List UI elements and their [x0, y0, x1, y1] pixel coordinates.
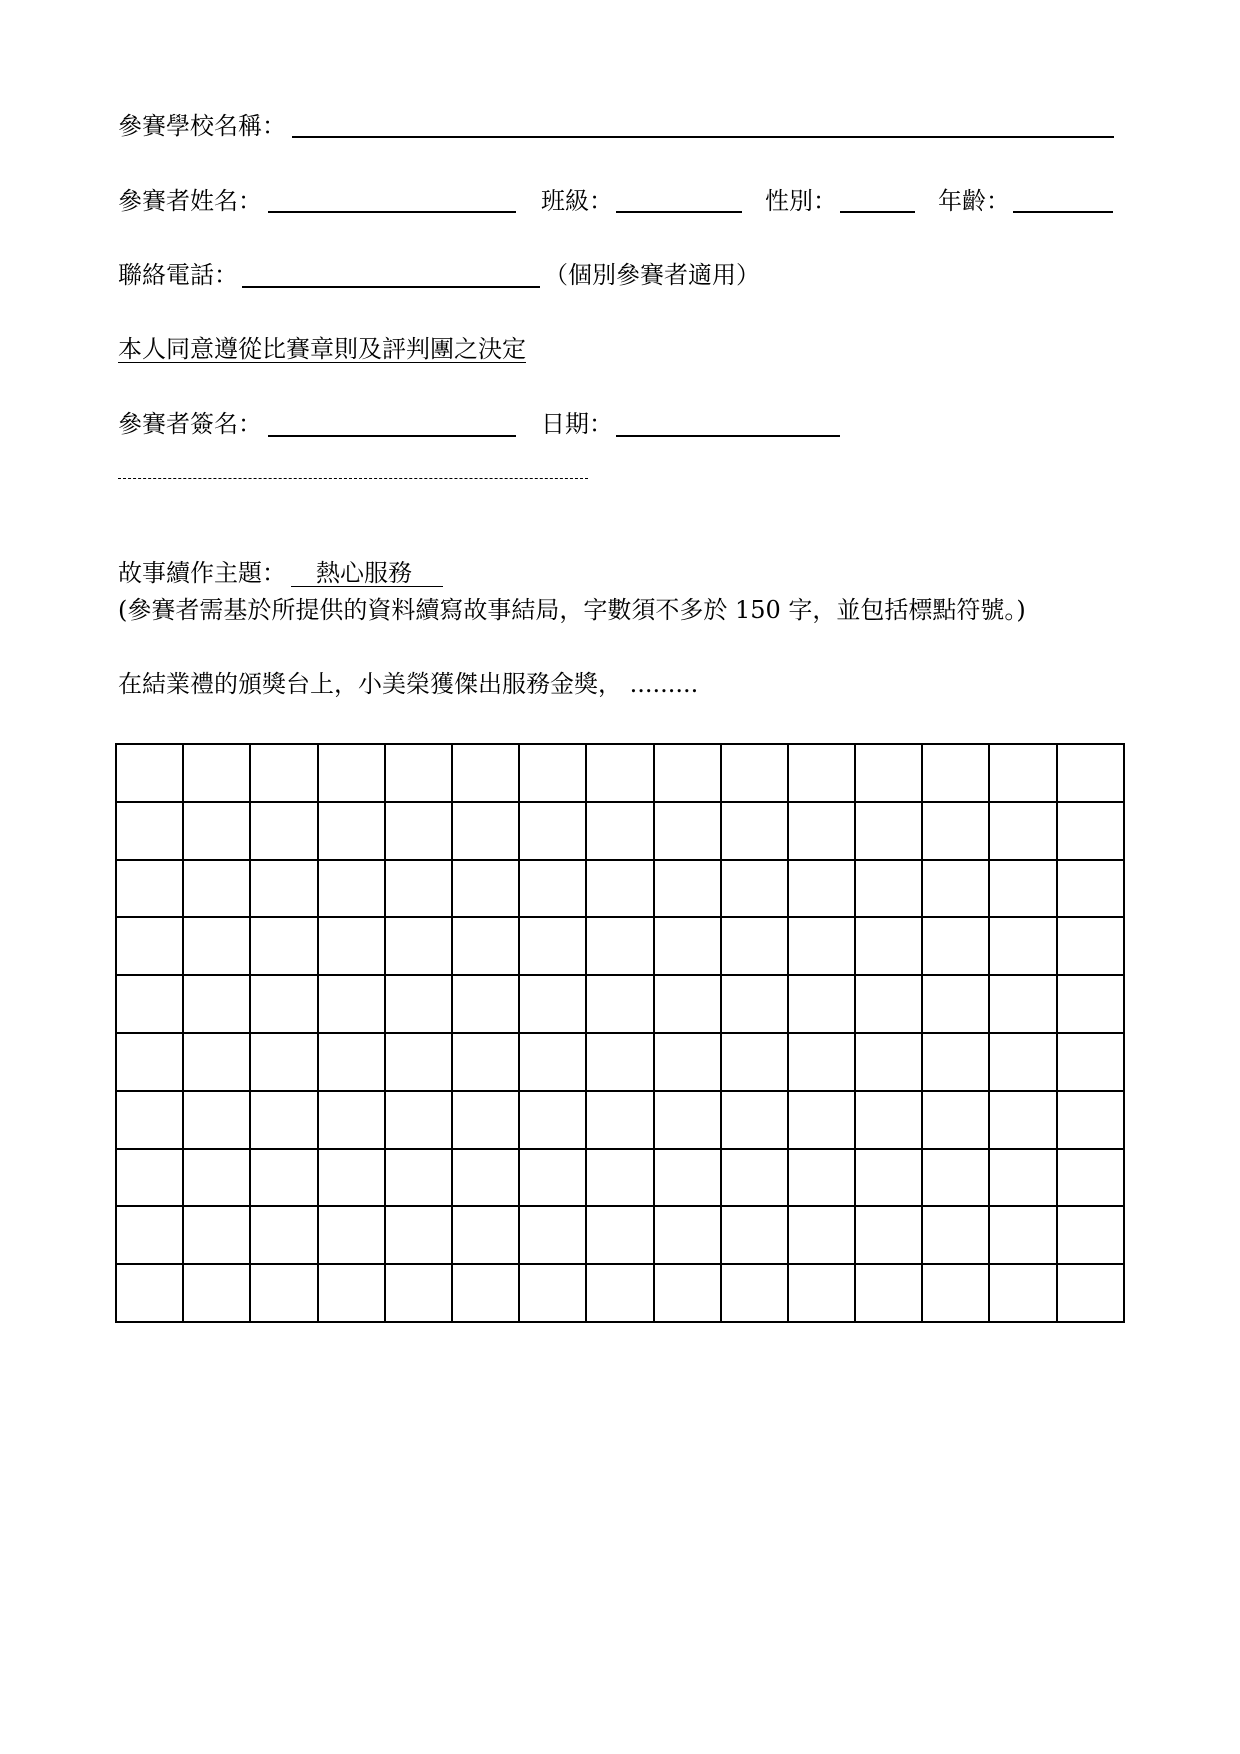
grid-cell[interactable]: [922, 860, 989, 918]
grid-cell[interactable]: [721, 917, 788, 975]
school-name-label: 參賽學校名稱：: [118, 112, 286, 140]
grid-cell[interactable]: [1057, 1149, 1124, 1207]
grid-cell[interactable]: [183, 1206, 250, 1264]
grid-cell[interactable]: [989, 917, 1056, 975]
grid-cell[interactable]: [721, 1091, 788, 1149]
grid-cell[interactable]: [654, 1149, 721, 1207]
grid-cell[interactable]: [788, 975, 855, 1033]
grid-cell[interactable]: [318, 802, 385, 860]
grid-cell[interactable]: [116, 802, 183, 860]
grid-row: [116, 802, 1124, 860]
grid-cell[interactable]: [788, 1033, 855, 1091]
grid-cell[interactable]: [654, 1091, 721, 1149]
grid-cell[interactable]: [586, 860, 653, 918]
grid-row: [116, 1206, 1124, 1264]
story-instruction: (參賽者需基於所提供的資料續寫故事結局，字數須不多於 150 字，並包括標點符號。): [118, 596, 1026, 624]
agreement-statement: 本人同意遵從比賽章則及評判團之決定: [118, 335, 526, 363]
grid-cell[interactable]: [250, 1091, 317, 1149]
grid-cell[interactable]: [855, 744, 922, 802]
grid-cell[interactable]: [586, 917, 653, 975]
grid-cell[interactable]: [385, 744, 452, 802]
age-label: 年齡：: [938, 187, 1010, 215]
date-field[interactable]: [616, 435, 840, 437]
participant-name-label: 參賽者姓名：: [118, 187, 262, 215]
grid-cell[interactable]: [989, 1033, 1056, 1091]
grid-cell[interactable]: [788, 1091, 855, 1149]
grid-cell[interactable]: [654, 1264, 721, 1322]
grid-cell[interactable]: [654, 860, 721, 918]
grid-cell[interactable]: [989, 744, 1056, 802]
grid-cell[interactable]: [116, 1091, 183, 1149]
grid-cell[interactable]: [586, 802, 653, 860]
grid-cell[interactable]: [318, 744, 385, 802]
grid-cell[interactable]: [721, 860, 788, 918]
grid-cell[interactable]: [183, 917, 250, 975]
story-theme-label: 故事續作主題：: [118, 559, 286, 587]
phone-label: 聯絡電話：: [118, 261, 238, 289]
grid-cell[interactable]: [385, 975, 452, 1033]
grid-cell[interactable]: [385, 1149, 452, 1207]
grid-cell[interactable]: [183, 1264, 250, 1322]
grid-cell[interactable]: [519, 1149, 586, 1207]
phone-note: （個別參賽者適用）: [544, 261, 760, 289]
grid-cell[interactable]: [855, 917, 922, 975]
grid-cell[interactable]: [116, 917, 183, 975]
grid-row: [116, 860, 1124, 918]
class-field[interactable]: [616, 211, 742, 213]
grid-cell[interactable]: [519, 1206, 586, 1264]
grid-cell[interactable]: [452, 1033, 519, 1091]
grid-cell[interactable]: [1057, 744, 1124, 802]
grid-row: [116, 1149, 1124, 1207]
grid-cell[interactable]: [116, 975, 183, 1033]
grid-cell[interactable]: [452, 1264, 519, 1322]
grid-cell[interactable]: [721, 975, 788, 1033]
grid-cell[interactable]: [519, 744, 586, 802]
grid-cell[interactable]: [855, 1206, 922, 1264]
grid-row: [116, 1264, 1124, 1322]
grid-cell[interactable]: [116, 860, 183, 918]
grid-cell[interactable]: [788, 1149, 855, 1207]
signature-field[interactable]: [268, 435, 516, 437]
gender-field[interactable]: [840, 211, 915, 213]
grid-cell[interactable]: [1057, 1033, 1124, 1091]
grid-cell[interactable]: [788, 1264, 855, 1322]
grid-cell[interactable]: [855, 1033, 922, 1091]
grid-cell[interactable]: [922, 1206, 989, 1264]
grid-cell[interactable]: [250, 975, 317, 1033]
grid-cell[interactable]: [1057, 975, 1124, 1033]
class-label: 班級：: [541, 187, 613, 215]
grid-cell[interactable]: [788, 860, 855, 918]
grid-cell[interactable]: [385, 802, 452, 860]
grid-cell[interactable]: [250, 744, 317, 802]
grid-cell[interactable]: [385, 860, 452, 918]
grid-cell[interactable]: [519, 860, 586, 918]
writing-grid-table: [115, 743, 1125, 1323]
grid-cell[interactable]: [586, 744, 653, 802]
grid-cell[interactable]: [116, 1033, 183, 1091]
writing-grid: [115, 743, 1125, 1323]
grid-cell[interactable]: [654, 802, 721, 860]
grid-cell[interactable]: [721, 802, 788, 860]
grid-cell[interactable]: [116, 1206, 183, 1264]
grid-cell[interactable]: [855, 975, 922, 1033]
grid-cell[interactable]: [183, 744, 250, 802]
grid-cell[interactable]: [922, 1264, 989, 1322]
grid-row: [116, 744, 1124, 802]
grid-cell[interactable]: [519, 1033, 586, 1091]
grid-cell[interactable]: [519, 1264, 586, 1322]
grid-cell[interactable]: [788, 1206, 855, 1264]
grid-cell[interactable]: [183, 1033, 250, 1091]
signature-label: 參賽者簽名：: [118, 410, 262, 438]
grid-row: [116, 917, 1124, 975]
grid-cell[interactable]: [654, 917, 721, 975]
grid-row: [116, 1091, 1124, 1149]
grid-cell[interactable]: [116, 1149, 183, 1207]
grid-cell[interactable]: [721, 1206, 788, 1264]
grid-cell[interactable]: [183, 975, 250, 1033]
grid-cell[interactable]: [654, 1033, 721, 1091]
grid-cell[interactable]: [250, 1264, 317, 1322]
grid-cell[interactable]: [989, 802, 1056, 860]
grid-cell[interactable]: [788, 802, 855, 860]
grid-cell[interactable]: [922, 744, 989, 802]
grid-cell[interactable]: [586, 1149, 653, 1207]
grid-row: [116, 975, 1124, 1033]
school-name-field[interactable]: [292, 136, 1114, 138]
grid-cell[interactable]: [452, 1091, 519, 1149]
grid-cell[interactable]: [1057, 860, 1124, 918]
grid-cell[interactable]: [654, 1206, 721, 1264]
grid-cell[interactable]: [922, 917, 989, 975]
grid-cell[interactable]: [250, 917, 317, 975]
story-opening: 在結業禮的頒獎台上，小美榮獲傑出服務金獎， .........: [118, 670, 699, 698]
grid-cell[interactable]: [654, 744, 721, 802]
grid-cell[interactable]: [318, 1206, 385, 1264]
grid-cell[interactable]: [721, 1149, 788, 1207]
grid-cell[interactable]: [183, 860, 250, 918]
grid-cell[interactable]: [922, 1033, 989, 1091]
gender-label: 性別：: [765, 187, 837, 215]
grid-cell[interactable]: [385, 1091, 452, 1149]
grid-cell[interactable]: [318, 1264, 385, 1322]
grid-cell[interactable]: [385, 1033, 452, 1091]
grid-cell[interactable]: [654, 975, 721, 1033]
grid-cell[interactable]: [989, 1091, 1056, 1149]
grid-cell[interactable]: [855, 1091, 922, 1149]
grid-cell[interactable]: [250, 860, 317, 918]
grid-cell[interactable]: [721, 744, 788, 802]
grid-cell[interactable]: [116, 1264, 183, 1322]
grid-cell[interactable]: [855, 1264, 922, 1322]
grid-cell[interactable]: [519, 802, 586, 860]
grid-cell[interactable]: [318, 1149, 385, 1207]
date-label: 日期：: [541, 410, 613, 438]
grid-cell[interactable]: [183, 1149, 250, 1207]
grid-cell[interactable]: [452, 1206, 519, 1264]
grid-row: [116, 1033, 1124, 1091]
age-field[interactable]: [1013, 211, 1113, 213]
grid-cell[interactable]: [989, 975, 1056, 1033]
grid-cell[interactable]: [250, 1149, 317, 1207]
grid-cell[interactable]: [318, 1033, 385, 1091]
grid-cell[interactable]: [385, 1264, 452, 1322]
grid-cell[interactable]: [250, 1033, 317, 1091]
grid-cell[interactable]: [922, 975, 989, 1033]
grid-cell[interactable]: [922, 1091, 989, 1149]
grid-cell[interactable]: [318, 860, 385, 918]
grid-cell[interactable]: [855, 860, 922, 918]
grid-cell[interactable]: [721, 1033, 788, 1091]
grid-cell[interactable]: [989, 1206, 1056, 1264]
grid-cell[interactable]: [318, 1091, 385, 1149]
grid-cell[interactable]: [452, 917, 519, 975]
grid-cell[interactable]: [1057, 1264, 1124, 1322]
grid-cell[interactable]: [989, 860, 1056, 918]
grid-cell[interactable]: [586, 1206, 653, 1264]
grid-cell[interactable]: [519, 975, 586, 1033]
grid-cell[interactable]: [855, 802, 922, 860]
grid-cell[interactable]: [452, 744, 519, 802]
grid-cell[interactable]: [452, 1149, 519, 1207]
grid-cell[interactable]: [519, 1091, 586, 1149]
cut-line-divider: [118, 478, 588, 479]
grid-cell[interactable]: [586, 1091, 653, 1149]
grid-cell[interactable]: [788, 917, 855, 975]
grid-cell[interactable]: [922, 1149, 989, 1207]
story-theme-value: 熱心服務: [316, 559, 412, 587]
grid-cell[interactable]: [385, 1206, 452, 1264]
grid-cell[interactable]: [922, 802, 989, 860]
grid-cell[interactable]: [452, 975, 519, 1033]
grid-cell[interactable]: [855, 1149, 922, 1207]
grid-cell[interactable]: [1057, 917, 1124, 975]
grid-cell[interactable]: [116, 744, 183, 802]
grid-cell[interactable]: [989, 1264, 1056, 1322]
grid-cell[interactable]: [1057, 1091, 1124, 1149]
grid-cell[interactable]: [519, 917, 586, 975]
grid-cell[interactable]: [250, 1206, 317, 1264]
grid-cell[interactable]: [183, 802, 250, 860]
grid-cell[interactable]: [183, 1091, 250, 1149]
grid-cell[interactable]: [989, 1149, 1056, 1207]
grid-cell[interactable]: [250, 802, 317, 860]
grid-cell[interactable]: [385, 917, 452, 975]
grid-cell[interactable]: [586, 1033, 653, 1091]
grid-cell[interactable]: [788, 744, 855, 802]
grid-cell[interactable]: [586, 975, 653, 1033]
grid-cell[interactable]: [1057, 1206, 1124, 1264]
grid-cell[interactable]: [318, 975, 385, 1033]
grid-cell[interactable]: [721, 1264, 788, 1322]
grid-cell[interactable]: [318, 917, 385, 975]
phone-field[interactable]: [242, 286, 540, 288]
grid-cell[interactable]: [586, 1264, 653, 1322]
grid-cell[interactable]: [452, 860, 519, 918]
grid-cell[interactable]: [452, 802, 519, 860]
participant-name-field[interactable]: [268, 211, 516, 213]
grid-cell[interactable]: [1057, 802, 1124, 860]
